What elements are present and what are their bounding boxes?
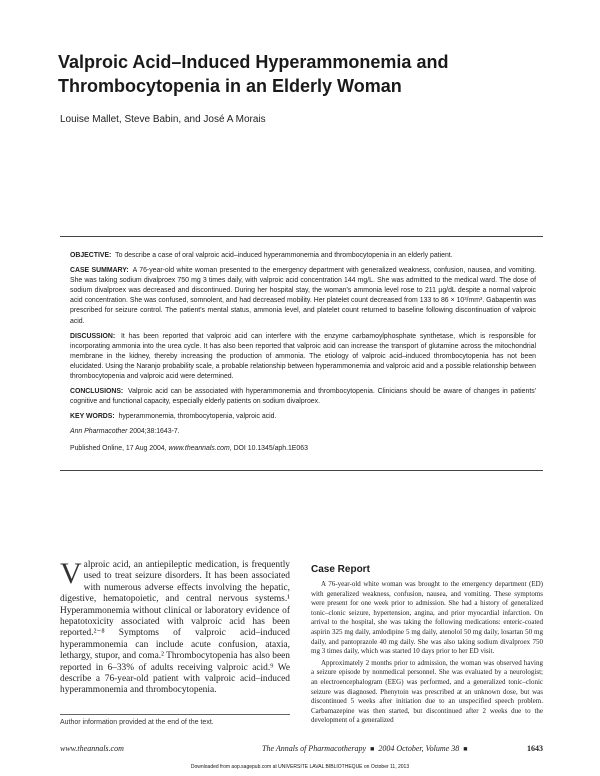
published-site-link[interactable]: www.theannals.com — [168, 444, 230, 452]
abstract-top-rule — [60, 236, 543, 237]
case-summary-label: CASE SUMMARY: — [70, 267, 129, 275]
case-report-heading: Case Report — [311, 564, 370, 575]
abstract-keywords — [70, 412, 536, 422]
footer-site[interactable]: www.theannals.com — [60, 744, 124, 753]
published-doi: , DOI 10.1345/aph.1E063 — [229, 444, 308, 452]
author-note: Author information provided at the end of the text. — [60, 719, 214, 726]
footer-square-icon: ■ — [370, 745, 375, 753]
case-report-column — [311, 580, 543, 728]
case-paragraph-2: Approximately 2 months prior to admission, the woman was observed having a seizure episode by nonmedical personnel. She was evaluated by a neurologist; an electroencephalogram (EEG) was performed, and a generalized tonic–clonic seizure was diagnosed. Phenytoin was prescribed at an unknown dose, but was discontinued 5 weeks after initiation due to an unspecified speech problem. Carbamazepine was then started, but discontinued after 2 weeks due to the development of a generalized — [311, 658, 543, 725]
discussion-text: It has been reported that valproic acid can interfere with the enzyme carbamoylphosphate synthetase, which is responsible for incorporating ammonia into the urea cycle. It has also been reported that valproic acid can increase the transport of glutamine across the mitochondrial membrane in the kidney, thereby increasing the production of ammonia. The etiology of valproic acid–induced thrombocytopenia has not been elucidated. Using the Naranjo probability scale, a probable relationship between hyperammonemia and valproic acid and a possible relationship between thrombocytopenia and valproic acid were determined. — [70, 332, 536, 381]
keywords-text: hyperammonemia, thrombocytopenia, valproic acid. — [118, 413, 277, 421]
abstract-case-summary — [70, 266, 536, 327]
abstract — [70, 251, 536, 459]
footer-date: 2004 October, Volume 38 — [378, 744, 460, 753]
objective-text: To describe a case of oral valproic acid–induced hyperammonemia and thrombocytopenia in an elderly patient. — [115, 252, 453, 259]
keywords-label: KEY WORDS: — [70, 413, 115, 421]
case-summary-text: A 76-year-old white woman presented to the emergency department with generalized weakness, confusion, nausea, and vomiting. She was taking sodium divalproex 750 mg 3 times daily, with valproic acid concentration 144 mg/L. She was admitted to the medical ward. The dose of sodium divalproex was decreased and discontinued. During her hospital stay, the woman's ammonia level rose to 211 µg/dL despite a normal valproic acid concentration. She was confused, somnolent, and had decreased mobility. Her platelet count decreased from 133 to 86 × 10³/mm³. Gabapentin was prescribed for seizure control. The patient's mental status, ammonia level, and platelet count returned to baseline following discontinuation of valproic acid. — [70, 267, 536, 325]
footer-journal: The Annals of Pharmacotherapy — [262, 744, 367, 753]
published-online-line — [70, 444, 536, 454]
objective-label: OBJECTIVE: — [70, 252, 112, 259]
download-notice: Downloaded from aop.sagepub.com at UNIVERSITE LAVAL BIBLIOTHEQUE on October 11, 2013 — [190, 764, 410, 770]
citation-details: 2004;38:1643-7. — [127, 428, 180, 436]
published-prefix: Published Online, 17 Aug 2004, — [70, 444, 169, 452]
intro-paragraph: alproic acid, an antiepileptic medication, is frequently used to treat seizure disorders. It has been associated with numerous adverse effects involving the hepatic, digestive, hematopoietic, and central nervous systems.¹ Hyperammonemia without clinical or laboratory evidence of hepatotoxicity associated with valproic acid has been reported.²⁻⁸ Symptoms of valproic acid–induced hyperammonemia can include acute confusion, ataxia, lethargy, stupor, and coma.² Thrombocytopenia has also been reported in 6–33% of adults receiving valproic acid.⁹ We describe a 76-year-old patient with valproic acid–induced hyperammonemia and thrombocytopenia. — [60, 560, 290, 696]
page-footer — [60, 744, 543, 756]
intro-column — [60, 557, 290, 697]
footer-journal-info — [262, 744, 471, 753]
abstract-bottom-rule — [60, 470, 543, 471]
article-authors: Louise Mallet, Steve Babin, and José A Morais — [60, 114, 266, 125]
case-paragraph-1: A 76-year-old white woman was brought to the emergency department (ED) with generalized weakness, confusion, nausea, and vomiting. These symptoms were present for one week prior to admission. She had a history of generalized tonic–clonic seizure, hypertension, angina, and prior myocardial infarction. On arrival to the hospital, she was taking the following medications: enteric-coated aspirin 325 mg daily, amlodipine 5 mg daily, atenolol 50 mg daily, losartan 50 mg daily, and pantoprazole 40 mg daily. She was also taking sodium divalproex 750 mg 3 times daily, which was started 10 days prior to her ED visit. — [311, 580, 543, 656]
conclusions-label: CONCLUSIONS: — [70, 388, 124, 396]
article-title: Valproic Acid–Induced Hyperammonemia and Thrombocytopenia in an Elderly Woman — [58, 52, 449, 96]
abstract-conclusions — [70, 387, 536, 407]
citation-journal: Ann Pharmacother — [70, 428, 128, 436]
drop-cap: V — [60, 557, 82, 590]
footnote-rule — [60, 714, 290, 715]
abstract-objective — [70, 251, 536, 261]
abstract-discussion — [70, 332, 536, 382]
footer-square-icon: ■ — [463, 745, 468, 753]
citation-line — [70, 427, 536, 437]
discussion-label: DISCUSSION: — [70, 332, 116, 340]
page-number: 1643 — [527, 744, 543, 753]
conclusions-text: Valproic acid can be associated with hyperammonemia and thrombocytopenia. Clinicians should be aware of changes in patients' cognitive and functional capacity, especially elderly patients on sodium divalproex. — [70, 388, 537, 406]
